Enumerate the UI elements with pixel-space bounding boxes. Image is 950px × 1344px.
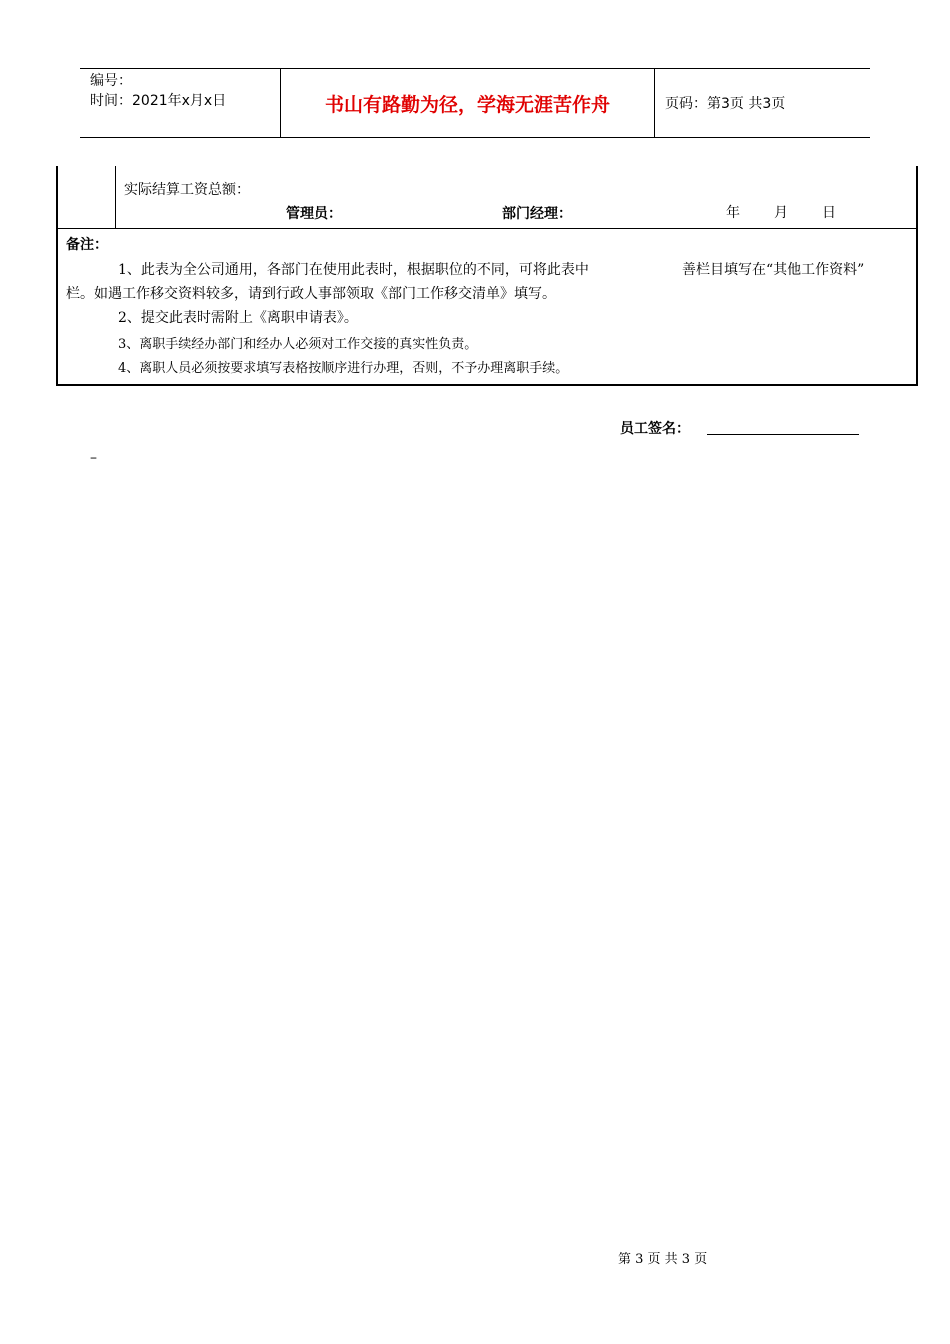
number-label: 编号： [90, 73, 132, 89]
page-footer: 第 3 页 共 3 页 [618, 1252, 708, 1267]
dash-mark: – [90, 450, 97, 466]
header-page-info: 页码：第3页 共3页 [665, 96, 786, 112]
header-motto: 书山有路勤为径，学海无涯苦作舟 [281, 69, 655, 137]
settlement-row [58, 166, 916, 229]
note-item-4: 4、离职人员必须按要求填写表格按顺序进行办理，否则，不予办理离职手续。 [118, 361, 569, 376]
note-item-2: 2、提交此表时需附上《离职申请表》。 [118, 310, 358, 326]
note-item-1c: 栏。如遇工作移交资料较多，请到行政人事部领取《部门工作移交清单》填写。 [66, 286, 556, 302]
note-item-1b: 善栏目填写在“其他工作资料” [682, 262, 865, 278]
note-item-1a: 1、此表为全公司通用，各部门在使用此表时，根据职位的不同，可将此表中 [118, 262, 589, 278]
total-salary-label: 实际结算工资总额： [124, 182, 250, 198]
date-month: 月 [774, 205, 788, 221]
signature-line[interactable] [707, 434, 859, 435]
header-meta [80, 69, 281, 137]
handover-form-table [56, 166, 918, 386]
manager-label: 管理员： [286, 206, 342, 222]
notes-title: 备注： [66, 237, 108, 253]
document-header [80, 68, 870, 138]
employee-signature-label: 员工签名： [620, 421, 690, 437]
note-item-3: 3、离职手续经办部门和经办人必须对工作交接的真实性负责。 [118, 337, 478, 352]
dept-manager-label: 部门经理： [502, 206, 572, 222]
time-label: 时间：2021年x月x日 [90, 93, 227, 109]
date-day: 日 [822, 205, 836, 221]
row-label-cell [58, 166, 116, 228]
date-year: 年 [726, 205, 740, 221]
